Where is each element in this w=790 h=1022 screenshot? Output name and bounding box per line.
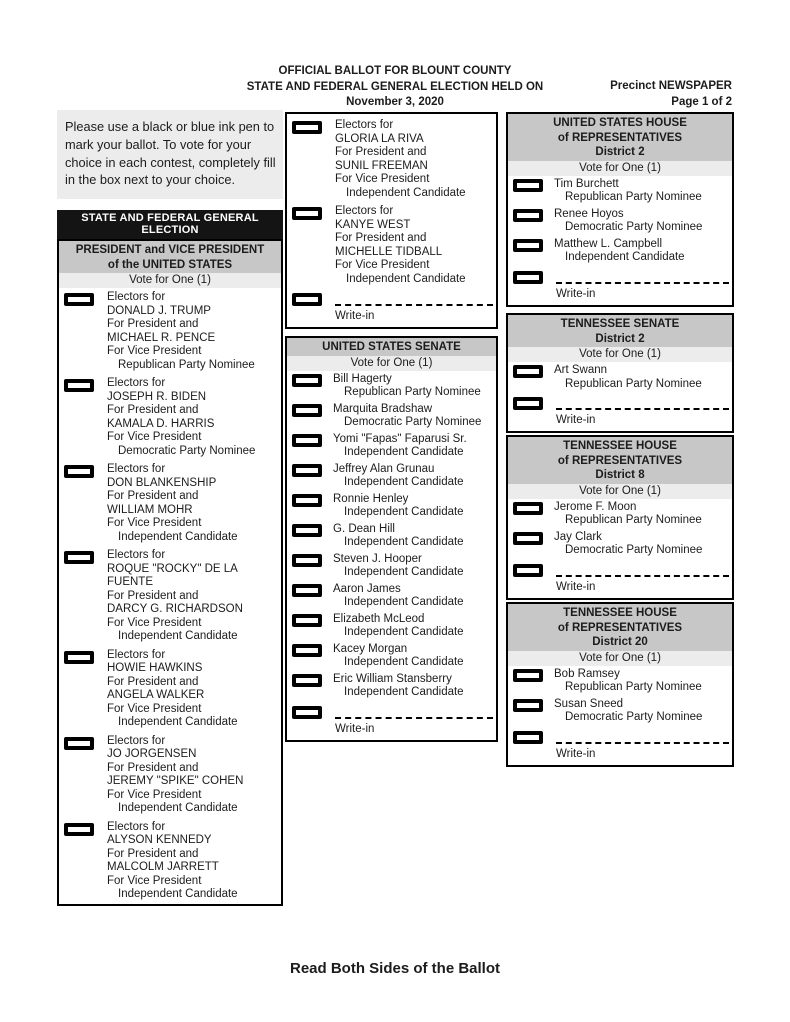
for-president-label: For President and — [107, 589, 199, 602]
candidate-row — [508, 206, 732, 236]
candidate-party: Democratic Party Nominee — [565, 711, 703, 723]
candidate-party: Independent Candidate — [118, 888, 238, 901]
candidate-fill-box[interactable] — [64, 651, 94, 664]
for-president-label: For President and — [107, 761, 199, 774]
vice-president-candidate-name: DARCY G. RICHARDSON — [107, 603, 243, 616]
candidate-fill-box[interactable] — [64, 823, 94, 836]
president-candidate-name: JO JORGENSEN — [107, 748, 197, 761]
candidate-fill-box[interactable] — [64, 379, 94, 392]
candidate-party: Democratic Party Nominee — [565, 544, 703, 556]
electors-for-label: Electors for — [107, 549, 166, 562]
candidate-row — [59, 646, 281, 732]
candidate-name: Jeffrey Alan Grunau — [333, 462, 435, 475]
candidate-row — [287, 641, 496, 671]
contest-title-line: District 8 — [595, 469, 645, 481]
candidate-party: Republican Party Nominee — [565, 514, 702, 526]
candidate-party: Republican Party Nominee — [118, 358, 255, 371]
candidate-name: Eric William Stansberry — [333, 672, 452, 685]
precinct-label: Precinct NEWSPAPER — [610, 80, 732, 92]
president-candidate-name: JOSEPH R. BIDEN — [107, 390, 207, 403]
write-in-label: Write-in — [556, 287, 596, 300]
write-in-label: Write-in — [556, 747, 596, 760]
candidate-row — [508, 696, 732, 726]
electors-for-label: Electors for — [107, 734, 166, 747]
contest-title — [59, 241, 281, 273]
header-line-3: November 3, 2020 — [346, 96, 444, 108]
candidate-party: Independent Candidate — [118, 716, 238, 729]
candidate-party: Independent Candidate — [344, 656, 464, 668]
candidate-fill-box[interactable] — [292, 207, 322, 220]
contest-tn-house-district-20 — [506, 602, 734, 767]
header-line-1: OFFICIAL BALLOT FOR BLOUNT COUNTY — [278, 65, 512, 77]
vice-president-candidate-name: MICHELLE TIDBALL — [335, 245, 443, 258]
president-candidate-name: HOWIE HAWKINS — [107, 662, 203, 675]
contest-title-line: UNITED STATES HOUSE — [553, 117, 687, 129]
candidate-fill-box[interactable] — [292, 644, 322, 657]
contest-tn-house-district-8 — [506, 435, 734, 600]
candidate-row — [287, 491, 496, 521]
write-in-line[interactable] — [556, 563, 729, 577]
candidate-name: Renee Hoyos — [554, 207, 624, 220]
candidate-party: Independent Candidate — [344, 506, 464, 518]
contest-us-house-district-2 — [506, 112, 734, 307]
contest-title-line: of REPRESENTATIVES — [557, 621, 683, 634]
candidate-party: Independent Candidate — [346, 186, 466, 199]
write-in-row — [508, 392, 732, 431]
section-banner: STATE AND FEDERAL GENERAL ELECTION — [57, 210, 283, 239]
vote-for-instruction: Vote for One (1) — [508, 161, 732, 176]
contest-title-line: District 2 — [595, 146, 645, 158]
candidate-name: Yomi "Fapas" Faparusi Sr. — [333, 432, 467, 445]
for-vice-president-label: For Vice President — [107, 788, 202, 801]
for-president-label: For President and — [107, 847, 199, 860]
candidate-row — [59, 460, 281, 546]
president-candidate-name: ALYSON KENNEDY — [107, 834, 212, 847]
contest-title — [508, 437, 732, 484]
candidate-fill-box[interactable] — [64, 551, 94, 564]
contest-title-line: of REPRESENTATIVES — [557, 131, 683, 144]
candidate-name: Susan Sneed — [554, 697, 624, 710]
candidate-name: Elizabeth McLeod — [333, 612, 425, 625]
contest-title-line: of the UNITED STATES — [107, 258, 233, 271]
candidate-party: Independent Candidate — [344, 446, 464, 458]
for-vice-president-label: For Vice President — [107, 345, 202, 358]
candidate-name: Bill Hagerty — [333, 372, 392, 385]
contest-title-line: TENNESSEE HOUSE — [563, 440, 677, 452]
contest-title — [508, 604, 732, 651]
contest-president-continued — [285, 112, 498, 329]
write-in-fill-box[interactable] — [513, 564, 543, 577]
candidate-fill-box[interactable] — [513, 502, 543, 515]
precinct-info — [610, 79, 732, 110]
page-number: Page 1 of 2 — [671, 95, 732, 108]
candidate-row — [287, 202, 496, 288]
president-candidate-name: ROQUE "ROCKY" DE LA FUENTE — [107, 562, 238, 589]
candidate-row — [287, 521, 496, 551]
vote-for-instruction: Vote for One (1) — [508, 484, 732, 499]
for-vice-president-label: For Vice President — [335, 259, 430, 271]
candidate-fill-box[interactable] — [292, 614, 322, 627]
candidate-row — [508, 236, 732, 266]
candidate-party: Independent Candidate — [344, 626, 464, 638]
write-in-row — [508, 559, 732, 598]
vote-for-instruction: Vote for One (1) — [508, 347, 732, 362]
contest-title-line: PRESIDENT and VICE PRESIDENT — [75, 244, 265, 257]
vice-president-candidate-name: WILLIAM MOHR — [107, 503, 193, 516]
candidate-row — [508, 362, 732, 392]
candidate-fill-box[interactable] — [513, 209, 543, 222]
write-in-label: Write-in — [556, 414, 596, 426]
candidate-name: Ronnie Henley — [333, 492, 409, 505]
contest-president — [57, 239, 283, 906]
candidate-fill-box[interactable] — [292, 434, 322, 447]
candidate-party: Independent Candidate — [118, 630, 238, 643]
candidate-fill-box[interactable] — [292, 554, 322, 567]
candidate-fill-box[interactable] — [292, 584, 322, 597]
candidate-fill-box[interactable] — [292, 524, 322, 537]
candidate-row — [287, 671, 496, 701]
candidate-row — [508, 176, 732, 206]
write-in-label: Write-in — [556, 580, 596, 593]
contest-title-line: TENNESSEE HOUSE — [563, 607, 677, 619]
vice-president-candidate-name: MALCOLM JARRETT — [107, 861, 219, 874]
candidate-fill-box[interactable] — [64, 293, 94, 306]
write-in-fill-box[interactable] — [292, 293, 322, 306]
write-in-fill-box[interactable] — [292, 706, 322, 719]
candidate-row — [59, 288, 281, 374]
vice-president-candidate-name: ANGELA WALKER — [107, 689, 205, 702]
candidate-party: Democratic Party Nominee — [565, 221, 703, 233]
for-president-label: For President and — [335, 232, 427, 244]
contest-title-line: TENNESSEE SENATE — [560, 318, 680, 330]
candidate-party: Republican Party Nominee — [565, 681, 702, 693]
contest-title-line: District 2 — [595, 332, 645, 345]
header-line-2: STATE AND FEDERAL GENERAL ELECTION HELD ON — [246, 80, 544, 93]
write-in-fill-box[interactable] — [513, 397, 543, 410]
candidate-party: Democratic Party Nominee — [344, 416, 482, 428]
for-president-label: For President and — [107, 318, 199, 331]
candidate-party: Republican Party Nominee — [565, 191, 702, 203]
vice-president-candidate-name: MICHAEL R. PENCE — [107, 331, 216, 344]
candidate-name: Jerome F. Moon — [554, 500, 637, 513]
candidate-party: Independent Candidate — [118, 530, 238, 543]
candidate-party: Independent Candidate — [346, 272, 466, 285]
write-in-row — [508, 726, 732, 765]
write-in-label: Write-in — [335, 722, 375, 735]
write-in-fill-box[interactable] — [513, 731, 543, 744]
candidate-fill-box[interactable] — [64, 737, 94, 750]
candidate-fill-box[interactable] — [513, 365, 543, 378]
candidate-row — [287, 551, 496, 581]
vote-for-instruction: Vote for One (1) — [508, 651, 732, 666]
president-candidate-name: KANYE WEST — [335, 218, 411, 231]
candidate-row — [287, 371, 496, 401]
candidate-fill-box[interactable] — [513, 239, 543, 252]
electors-for-label: Electors for — [335, 119, 394, 131]
write-in-line[interactable] — [556, 396, 729, 410]
write-in-fill-box[interactable] — [513, 271, 543, 284]
candidate-name: Kacey Morgan — [333, 642, 408, 655]
candidate-fill-box[interactable] — [292, 374, 322, 387]
write-in-line[interactable] — [335, 705, 493, 719]
candidate-row — [287, 611, 496, 641]
candidate-party: Republican Party Nominee — [565, 377, 702, 390]
instructions-text: Please use a black or blue ink pen to mark your ballot. To vote for your choice in each contest, completely fill in the box next to your choice. — [57, 110, 283, 199]
candidate-name: Matthew L. Campbell — [554, 237, 663, 250]
candidate-fill-box[interactable] — [292, 674, 322, 687]
candidate-row — [508, 529, 732, 559]
vice-president-candidate-name: SUNIL FREEMAN — [335, 159, 428, 172]
candidate-row — [508, 499, 732, 529]
contest-title — [508, 315, 732, 347]
president-candidate-name: DON BLANKENSHIP — [107, 476, 217, 489]
candidate-name: Steven J. Hooper — [333, 552, 422, 565]
candidate-party: Republican Party Nominee — [344, 386, 481, 398]
vice-president-candidate-name: JEREMY "SPIKE" COHEN — [107, 775, 244, 788]
candidate-fill-box[interactable] — [513, 532, 543, 545]
contest-title-line: District 20 — [592, 636, 648, 648]
vote-for-instruction: Vote for One (1) — [59, 273, 281, 288]
electors-for-label: Electors for — [335, 205, 394, 217]
candidate-row — [59, 546, 281, 646]
candidate-party: Independent Candidate — [344, 566, 464, 578]
ballot-header — [95, 64, 695, 111]
candidate-fill-box[interactable] — [292, 464, 322, 477]
vote-for-instruction: Vote for One (1) — [287, 356, 496, 371]
candidate-row — [287, 401, 496, 431]
contest-us-senate — [285, 336, 498, 742]
write-in-line[interactable] — [556, 270, 729, 284]
candidate-row — [508, 666, 732, 696]
contest-title — [508, 114, 732, 161]
footer-instruction: Read Both Sides of the Ballot — [289, 960, 500, 977]
candidate-fill-box[interactable] — [292, 404, 322, 417]
for-vice-president-label: For Vice President — [107, 702, 202, 715]
candidate-party: Independent Candidate — [344, 536, 464, 548]
candidate-row — [287, 461, 496, 491]
candidate-name: Bob Ramsey — [554, 667, 620, 680]
column-left — [57, 110, 283, 906]
write-in-row — [508, 266, 732, 305]
candidate-row — [59, 374, 281, 460]
candidate-row — [287, 581, 496, 611]
candidate-row — [59, 732, 281, 818]
candidate-row — [59, 818, 281, 904]
candidate-name: G. Dean Hill — [333, 522, 395, 535]
candidate-party: Independent Candidate — [344, 476, 464, 488]
candidate-fill-box[interactable] — [292, 494, 322, 507]
write-in-label: Write-in — [335, 310, 375, 322]
for-vice-president-label: For Vice President — [107, 616, 202, 629]
for-vice-president-label: For Vice President — [335, 173, 430, 185]
electors-for-label: Electors for — [107, 820, 166, 833]
for-president-label: For President and — [335, 146, 427, 158]
candidate-party: Democratic Party Nominee — [118, 444, 256, 457]
candidate-name: Tim Burchett — [554, 177, 619, 190]
candidate-party: Independent Candidate — [344, 596, 464, 608]
candidate-party: Independent Candidate — [565, 251, 685, 263]
candidate-fill-box[interactable] — [513, 179, 543, 192]
contest-title-line: UNITED STATES SENATE — [322, 341, 461, 353]
electors-for-label: Electors for — [107, 648, 166, 661]
candidate-name: Marquita Bradshaw — [333, 402, 433, 415]
candidate-fill-box[interactable] — [64, 465, 94, 478]
write-in-row — [287, 288, 496, 327]
for-vice-president-label: For Vice President — [107, 874, 202, 887]
for-president-label: For President and — [107, 675, 199, 688]
contest-tn-senate-district-2 — [506, 313, 734, 433]
candidate-name: Art Swann — [554, 364, 608, 376]
president-candidate-name: GLORIA LA RIVA — [335, 132, 424, 145]
for-president-label: For President and — [107, 404, 199, 417]
for-vice-president-label: For Vice President — [107, 517, 202, 530]
president-candidate-name: DONALD J. TRUMP — [107, 304, 211, 317]
candidate-name: Jay Clark — [554, 530, 602, 543]
electors-for-label: Electors for — [107, 463, 166, 476]
candidate-fill-box[interactable] — [292, 121, 322, 134]
for-vice-president-label: For Vice President — [107, 431, 202, 444]
candidate-row — [287, 431, 496, 461]
electors-for-label: Electors for — [107, 291, 166, 304]
candidate-party: Independent Candidate — [344, 686, 464, 698]
contest-title — [287, 338, 496, 356]
write-in-line[interactable] — [556, 730, 729, 744]
electors-for-label: Electors for — [107, 377, 166, 390]
candidate-row — [287, 116, 496, 202]
write-in-row — [287, 701, 496, 740]
contest-title-line: of REPRESENTATIVES — [557, 454, 683, 467]
for-president-label: For President and — [107, 490, 199, 503]
candidate-party: Independent Candidate — [118, 802, 238, 815]
vice-president-candidate-name: KAMALA D. HARRIS — [107, 417, 215, 430]
candidate-fill-box[interactable] — [513, 699, 543, 712]
candidate-name: Aaron James — [333, 582, 401, 595]
candidate-fill-box[interactable] — [513, 669, 543, 682]
write-in-line[interactable] — [335, 292, 493, 306]
